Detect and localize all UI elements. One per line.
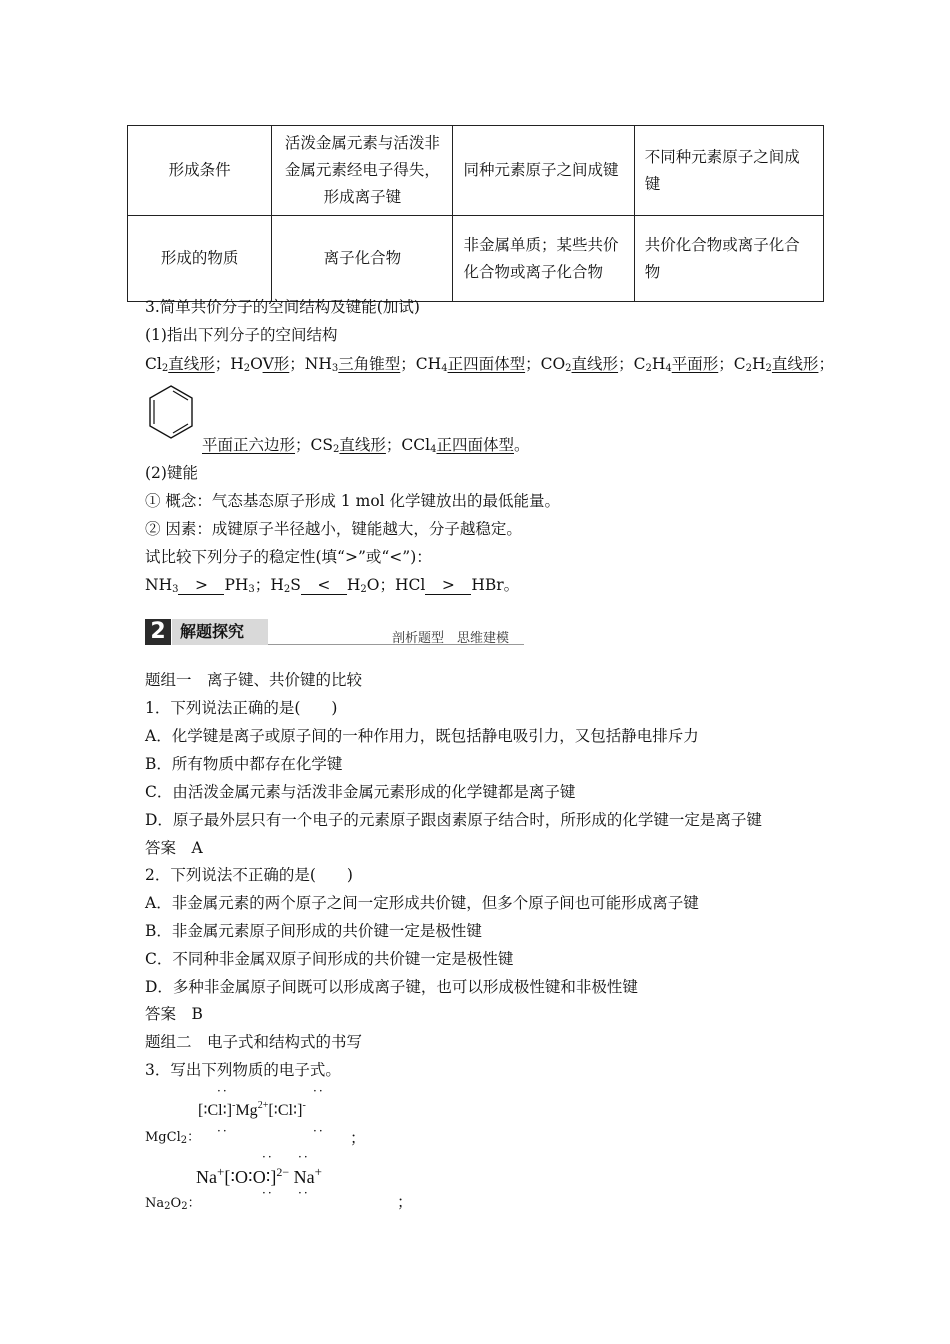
table-row <box>128 216 824 302</box>
punctuation: ； <box>397 1193 413 1211</box>
electron-dots: ·· <box>298 1150 310 1164</box>
option: D．原子最外层只有一个电子的元素原子跟卤素原子结合时，所形成的化学键一定是离子键 <box>145 811 762 829</box>
option: C．不同种非金属双原子间形成的共价键一定是极性键 <box>145 950 514 968</box>
bond-comparison-table <box>127 125 824 302</box>
answer-blank: < <box>301 576 347 595</box>
na2o2-lewis-structure: Na+[∶O∶O∶]$^{2-}$ Na+ <box>196 1164 323 1187</box>
table-cell: 形成条件 <box>128 126 272 216</box>
answer-blank: > <box>178 576 224 595</box>
section-banner-title: 解题探究 <box>172 619 268 645</box>
answer-cs2: 直线形 <box>339 436 386 454</box>
molecule-shapes-line: $Cl_2$直线形；$H_2OV$形；$NH_3$三角锥型；$CH_4$正四面体型；$CO_2$直线形；$C_2H_4$平面形；$C_2H_2$直线形； <box>145 355 834 374</box>
section-heading: 3.简单共价分子的空间结构及键能(加试) <box>145 298 420 316</box>
table-cell: 活泼金属元素与活泼非金属元素经电子得失，形成离子键 <box>272 126 453 216</box>
mgcl2-label: MgCl$_2$： <box>145 1130 201 1146</box>
table-cell: 离子化合物 <box>272 216 453 302</box>
answer-ch4: 正四面体型 <box>447 355 526 373</box>
section-banner-subtitle: 剖析题型 思维建模 <box>392 631 510 646</box>
table-cell: 不同种元素原子之间成键 <box>634 126 823 216</box>
answer-h2o: V形 <box>262 355 290 373</box>
mgcl2-lewis-structure: $[∶Cl∶]^-Mg^{2+}[∶Cl∶]^-$ <box>198 1100 306 1119</box>
table-cell: 形成的物质 <box>128 216 272 302</box>
electron-dots: ·· <box>313 1084 325 1098</box>
answer-co2: 直线形 <box>571 355 619 373</box>
benzene-ring-icon <box>146 383 196 443</box>
option: A．化学键是离子或原子间的一种作用力，既包括静电吸引力，又包括静电排斥力 <box>145 727 699 745</box>
option: D．多种非金属原子间既可以形成离子键，也可以形成极性键和非极性键 <box>145 978 638 996</box>
table-row <box>128 126 824 216</box>
section-number-badge: 2 <box>145 619 171 645</box>
benzene-line: 平面正六边形；$CS_2$直线形；CCl$_4$正四面体型。 <box>202 436 530 455</box>
answer: 答案 A <box>145 839 203 857</box>
electron-dots: ·· <box>217 1124 229 1138</box>
answer-nh3: 三角锥型 <box>338 355 401 373</box>
punctuation: ； <box>350 1129 366 1147</box>
group-title: 题组二 电子式和结构式的书写 <box>145 1033 363 1051</box>
na2o2-label: $Na_2O_2$： <box>145 1196 201 1212</box>
electron-dots: ·· <box>298 1186 310 1200</box>
answer-ccl4: 正四面体型 <box>436 436 514 454</box>
answer: 答案 B <box>145 1005 203 1023</box>
group-title: 题组一 离子键、共价键的比较 <box>145 671 363 689</box>
electron-dots: ·· <box>262 1186 274 1200</box>
table-cell: 同种元素原子之间成键 <box>453 126 634 216</box>
compare-question: 试比较下列分子的稳定性(填“>”或“<”)： <box>145 548 432 566</box>
table-cell: 非金属单质；某些共价化合物或离子化合物 <box>453 216 634 302</box>
question: 2．下列说法不正确的是( ) <box>145 866 353 884</box>
option: A．非金属元素的两个原子之间一定形成共价键，但多个原子间也可能形成离子键 <box>145 894 699 912</box>
question: 1．下列说法正确的是( ) <box>145 699 338 717</box>
table-cell: 共价化合物或离子化合物 <box>634 216 823 302</box>
electron-dots: ·· <box>262 1150 274 1164</box>
electron-dots: ·· <box>313 1124 325 1138</box>
answer-blank: > <box>425 576 471 595</box>
option: B．所有物质中都存在化学键 <box>145 755 343 773</box>
electron-dots: ·· <box>217 1084 229 1098</box>
subsection-heading: (2)键能 <box>145 464 198 482</box>
option: B．非金属元素原子间形成的共价键一定是极性键 <box>145 922 482 940</box>
answer-benzene: 平面正六边形 <box>202 436 296 454</box>
compare-line: $NH_3 > PH_3$；$H_2S < H_2O$；HCl > HBr。 <box>145 576 520 595</box>
question: 3．写出下列物质的电子式。 <box>145 1061 341 1079</box>
answer-cl2: 直线形 <box>168 355 215 373</box>
factor-text: ② 因素：成键原子半径越小，键能越大，分子越稳定。 <box>145 520 522 538</box>
concept-text: ① 概念：气态基态原子形成 1 mol 化学键放出的最低能量。 <box>145 492 561 510</box>
subsection-heading: (1)指出下列分子的空间结构 <box>145 326 338 344</box>
option: C．由活泼金属元素与活泼非金属元素形成的化学键都是离子键 <box>145 783 576 801</box>
answer-c2h4: 平面形 <box>671 355 719 373</box>
answer-c2h2: 直线形 <box>771 355 819 373</box>
